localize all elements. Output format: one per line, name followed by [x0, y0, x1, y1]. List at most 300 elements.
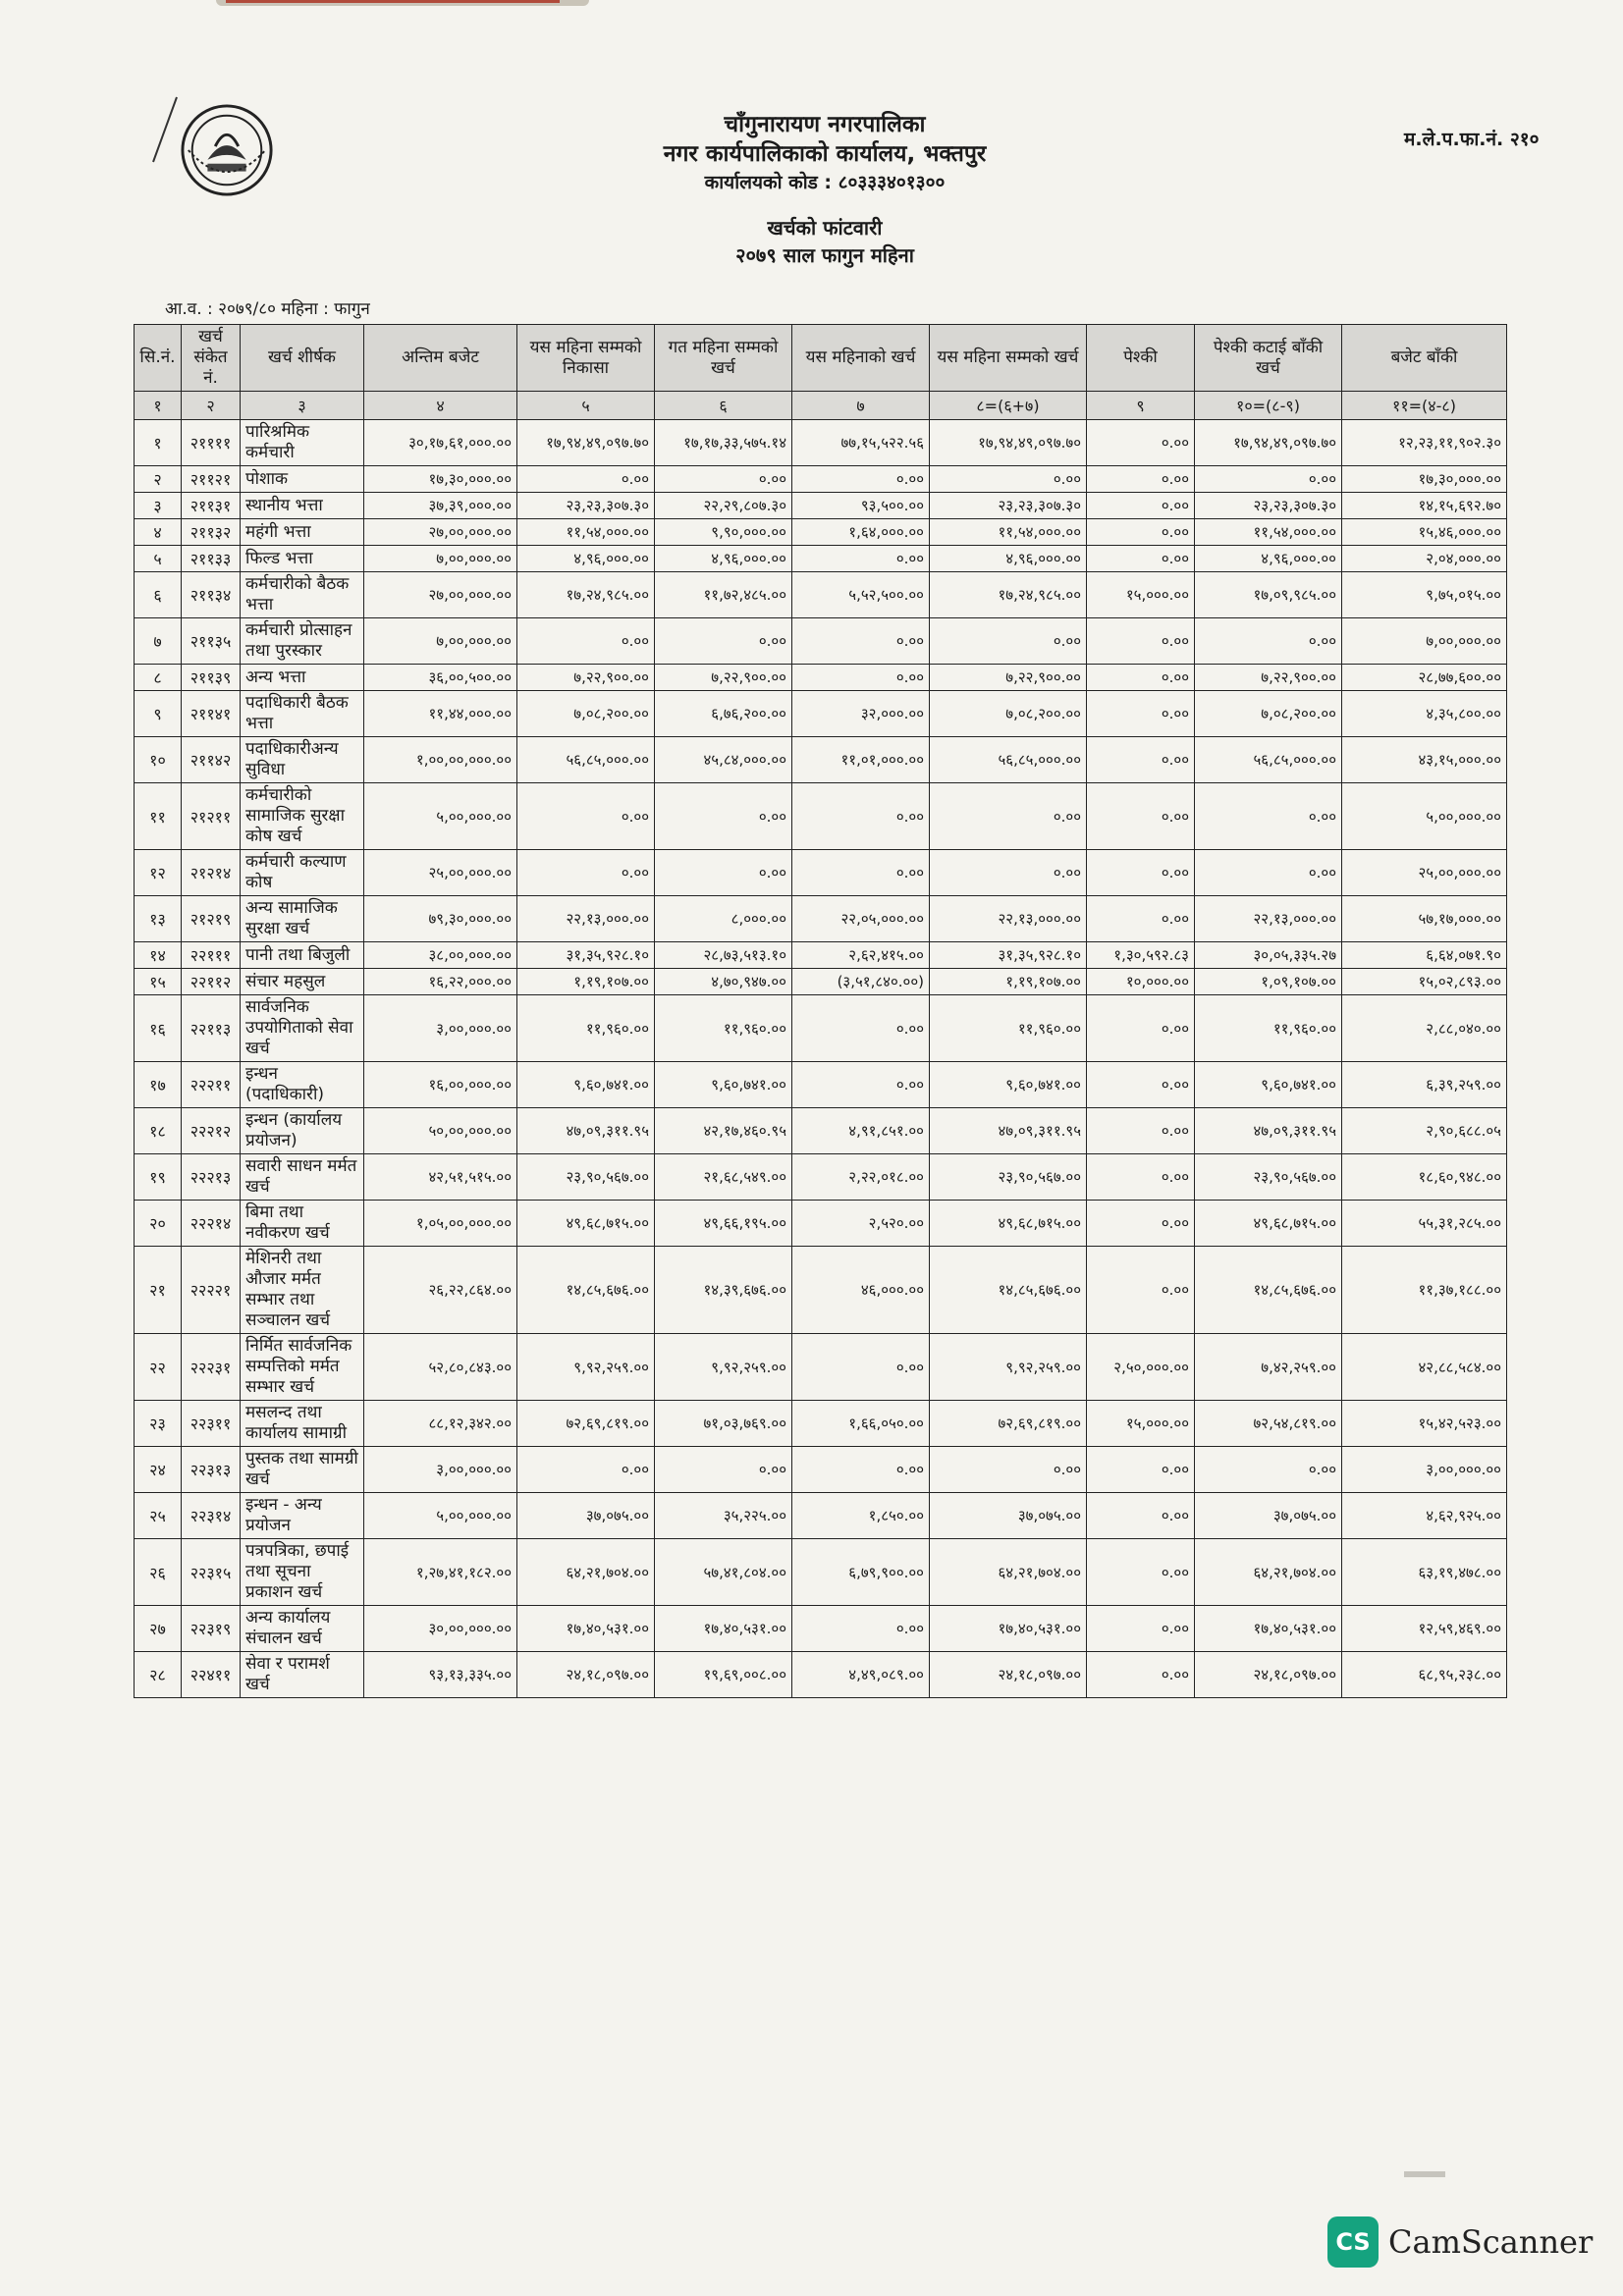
budget-remaining-cell: २,९०,६८८.०५	[1342, 1108, 1507, 1154]
release-to-date-cell: २३,२३,३०७.३०	[517, 493, 655, 519]
expense-title-cell: अन्य सामाजिक सुरक्षा खर्च	[241, 896, 364, 942]
expense-code-cell: २११३१	[182, 493, 241, 519]
expense-title-cell: इन्धन (पदाधिकारी)	[241, 1062, 364, 1108]
expense-this-month-cell: ०.००	[792, 546, 930, 572]
expense-this-month-cell: ४६,०००.००	[792, 1247, 930, 1334]
final-budget-cell: १६,००,०००.००	[364, 1062, 517, 1108]
advance-cell: ०.००	[1087, 420, 1195, 466]
table-header-row	[135, 325, 1507, 392]
serial-number-cell: ९	[135, 691, 182, 737]
serial-number-cell: २१	[135, 1247, 182, 1334]
expense-this-month-cell: १,६६,०५०.००	[792, 1401, 930, 1447]
serial-number-cell: ७	[135, 618, 182, 665]
release-to-date-cell: ९,६०,७४१.००	[517, 1062, 655, 1108]
expense-net-of-advance-cell: ४९,६८,७१५.००	[1195, 1201, 1342, 1247]
table-row	[135, 572, 1507, 618]
release-to-date-cell: ४,९६,०००.००	[517, 546, 655, 572]
serial-number-cell: १४	[135, 942, 182, 969]
budget-remaining-cell: १२,२३,११,९०२.३०	[1342, 420, 1507, 466]
expense-till-last-month-cell: ११,९६०.००	[655, 995, 792, 1062]
office-name: नगर कार्यपालिकाको कार्यालय, भक्तपुर	[663, 141, 987, 167]
advance-cell: ०.००	[1087, 1606, 1195, 1652]
expense-to-date-cell: २३,९०,५६७.००	[930, 1154, 1087, 1201]
advance-cell: ०.००	[1087, 1201, 1195, 1247]
column-number: ४	[364, 392, 517, 420]
final-budget-cell: २७,००,०००.००	[364, 572, 517, 618]
expense-this-month-cell: ३२,०००.००	[792, 691, 930, 737]
budget-remaining-cell: १५,४२,५२३.००	[1342, 1401, 1507, 1447]
release-to-date-cell: १७,२४,९८५.००	[517, 572, 655, 618]
expense-title-cell: इन्धन - अन्य प्रयोजन	[241, 1493, 364, 1539]
serial-number-cell: २२	[135, 1334, 182, 1401]
final-budget-cell: २५,००,०००.००	[364, 850, 517, 896]
expense-net-of-advance-cell: १,०९,१०७.००	[1195, 969, 1342, 995]
release-to-date-cell: १७,९४,४९,०९७.७०	[517, 420, 655, 466]
table-row	[135, 420, 1507, 466]
table-row	[135, 493, 1507, 519]
expense-title-cell: सार्वजनिक उपयोगिताको सेवा खर्च	[241, 995, 364, 1062]
camscanner-brand: CamScanner	[1388, 2223, 1594, 2261]
expense-net-of-advance-cell: ९,६०,७४१.००	[1195, 1062, 1342, 1108]
column-number: ५	[517, 392, 655, 420]
budget-remaining-cell: ६८,९५,२३८.००	[1342, 1652, 1507, 1698]
serial-number-cell: ४	[135, 519, 182, 546]
expense-to-date-cell: ३७,०७५.००	[930, 1493, 1087, 1539]
expense-code-cell: २११११	[182, 420, 241, 466]
expense-to-date-cell: ०.००	[930, 850, 1087, 896]
release-to-date-cell: ७,२२,९००.००	[517, 665, 655, 691]
serial-number-cell: १२	[135, 850, 182, 896]
release-to-date-cell: २४,१८,०९७.००	[517, 1652, 655, 1698]
column-header: यस महिना सम्मको निकासा	[517, 325, 655, 392]
expense-net-of-advance-cell: ७,२२,९००.००	[1195, 665, 1342, 691]
expense-to-date-cell: ४,९६,०००.००	[930, 546, 1087, 572]
expense-code-cell: २११२१	[182, 466, 241, 493]
expense-title-cell: पारिश्रमिक कर्मचारी	[241, 420, 364, 466]
serial-number-cell: १३	[135, 896, 182, 942]
advance-cell: ०.००	[1087, 850, 1195, 896]
expense-to-date-cell: २४,१८,०९७.००	[930, 1652, 1087, 1698]
final-budget-cell: ३६,००,५००.००	[364, 665, 517, 691]
advance-cell: ०.००	[1087, 1154, 1195, 1201]
expense-to-date-cell: ७,०८,२००.००	[930, 691, 1087, 737]
table-row	[135, 1606, 1507, 1652]
table-row	[135, 1539, 1507, 1606]
expense-title-cell: अन्य भत्ता	[241, 665, 364, 691]
budget-remaining-cell: ४,६२,९२५.००	[1342, 1493, 1507, 1539]
table-row	[135, 466, 1507, 493]
serial-number-cell: १६	[135, 995, 182, 1062]
table-row	[135, 1108, 1507, 1154]
budget-remaining-cell: ६,३९,२५९.००	[1342, 1062, 1507, 1108]
release-to-date-cell: ११,५४,०००.००	[517, 519, 655, 546]
release-to-date-cell: ०.००	[517, 1447, 655, 1493]
expense-to-date-cell: ४९,६८,७१५.००	[930, 1201, 1087, 1247]
scan-artifact	[1404, 2171, 1445, 2177]
expense-net-of-advance-cell: ०.००	[1195, 618, 1342, 665]
expense-title-cell: पदाधिकारी बैठक भत्ता	[241, 691, 364, 737]
expense-to-date-cell: १७,४०,५३१.००	[930, 1606, 1087, 1652]
expense-till-last-month-cell: ४२,१७,४६०.९५	[655, 1108, 792, 1154]
table-row	[135, 1154, 1507, 1201]
advance-cell: ०.००	[1087, 1493, 1195, 1539]
serial-number-cell: २३	[135, 1401, 182, 1447]
expense-this-month-cell: (३,५१,८४०.००)	[792, 969, 930, 995]
expense-this-month-cell: ४,९१,८५१.००	[792, 1108, 930, 1154]
release-to-date-cell: १,१९,१०७.००	[517, 969, 655, 995]
expense-code-cell: २२२१४	[182, 1201, 241, 1247]
expense-title-cell: सवारी साधन मर्मत खर्च	[241, 1154, 364, 1201]
expense-code-cell: २११३५	[182, 618, 241, 665]
expense-till-last-month-cell: २२,२९,८०७.३०	[655, 493, 792, 519]
expense-this-month-cell: ०.००	[792, 1062, 930, 1108]
serial-number-cell: १९	[135, 1154, 182, 1201]
expense-net-of-advance-cell: २३,९०,५६७.००	[1195, 1154, 1342, 1201]
final-budget-cell: ४२,५१,५१५.००	[364, 1154, 517, 1201]
expense-title-cell: स्थानीय भत्ता	[241, 493, 364, 519]
expense-till-last-month-cell: ४५,८४,०००.००	[655, 737, 792, 783]
serial-number-cell: २४	[135, 1447, 182, 1493]
expense-title-cell: पत्रपत्रिका, छपाई तथा सूचना प्रकाशन खर्च	[241, 1539, 364, 1606]
expense-till-last-month-cell: ९,९०,०००.००	[655, 519, 792, 546]
column-header: पेश्की	[1087, 325, 1195, 392]
column-header: अन्तिम बजेट	[364, 325, 517, 392]
table-row	[135, 783, 1507, 850]
table-row	[135, 942, 1507, 969]
report-title-block	[589, 214, 1060, 269]
table-row	[135, 896, 1507, 942]
column-number: ७	[792, 392, 930, 420]
expense-net-of-advance-cell: ७,४२,२५९.००	[1195, 1334, 1342, 1401]
expense-to-date-cell: ४७,०९,३११.९५	[930, 1108, 1087, 1154]
expense-to-date-cell: १७,२४,९८५.००	[930, 572, 1087, 618]
advance-cell: ०.००	[1087, 1652, 1195, 1698]
expense-net-of-advance-cell: ४७,०९,३११.९५	[1195, 1108, 1342, 1154]
expense-to-date-cell: ९,६०,७४१.००	[930, 1062, 1087, 1108]
advance-cell: ०.००	[1087, 618, 1195, 665]
final-budget-cell: ३०,१७,६१,०००.००	[364, 420, 517, 466]
expense-this-month-cell: ०.००	[792, 1334, 930, 1401]
scan-edge-red	[226, 0, 560, 3]
table-row	[135, 1401, 1507, 1447]
expense-till-last-month-cell: ४९,६६,१९५.००	[655, 1201, 792, 1247]
release-to-date-cell: ४९,६८,७१५.००	[517, 1201, 655, 1247]
expense-till-last-month-cell: ५७,४१,८०४.००	[655, 1539, 792, 1606]
expense-net-of-advance-cell: ०.००	[1195, 466, 1342, 493]
expense-code-cell: २२३१९	[182, 1606, 241, 1652]
final-budget-cell: ३०,००,०००.००	[364, 1606, 517, 1652]
column-header: खर्च शीर्षक	[241, 325, 364, 392]
final-budget-cell: ८८,१२,३४२.००	[364, 1401, 517, 1447]
column-number: १०=(८-९)	[1195, 392, 1342, 420]
expense-till-last-month-cell: ७,२२,९००.००	[655, 665, 792, 691]
expense-title-cell: अन्य कार्यालय संचालन खर्च	[241, 1606, 364, 1652]
expense-till-last-month-cell: ०.००	[655, 1447, 792, 1493]
expense-till-last-month-cell: ०.००	[655, 783, 792, 850]
expense-net-of-advance-cell: ०.००	[1195, 783, 1342, 850]
expense-to-date-cell: ११,५४,०००.००	[930, 519, 1087, 546]
release-to-date-cell: २२,१३,०००.००	[517, 896, 655, 942]
form-number: म.ले.प.फा.नं. २१०	[1404, 129, 1540, 150]
municipality-name: चाँगुनारायण नगरपालिका	[724, 112, 926, 137]
expense-to-date-cell: १,१९,१०७.००	[930, 969, 1087, 995]
table-row	[135, 618, 1507, 665]
expense-net-of-advance-cell: २३,२३,३०७.३०	[1195, 493, 1342, 519]
advance-cell: ०.००	[1087, 737, 1195, 783]
expense-till-last-month-cell: ३५,२२५.००	[655, 1493, 792, 1539]
advance-cell: २,५०,०००.००	[1087, 1334, 1195, 1401]
table-row	[135, 1062, 1507, 1108]
advance-cell: ०.००	[1087, 691, 1195, 737]
expense-to-date-cell: ०.००	[930, 466, 1087, 493]
serial-number-cell: १०	[135, 737, 182, 783]
serial-number-cell: १५	[135, 969, 182, 995]
advance-cell: ०.००	[1087, 466, 1195, 493]
expense-this-month-cell: १,६४,०००.००	[792, 519, 930, 546]
budget-remaining-cell: ६३,१९,४७८.००	[1342, 1539, 1507, 1606]
expense-code-cell: २२२१२	[182, 1108, 241, 1154]
final-budget-cell: १,२७,४१,१८२.००	[364, 1539, 517, 1606]
expense-this-month-cell: ६,७९,९००.००	[792, 1539, 930, 1606]
serial-number-cell: २८	[135, 1652, 182, 1698]
expense-code-cell: २२२३१	[182, 1334, 241, 1401]
table-row	[135, 1652, 1507, 1698]
advance-cell: १५,०००.००	[1087, 572, 1195, 618]
expense-title-cell: पानी तथा बिजुली	[241, 942, 364, 969]
expense-this-month-cell: ०.००	[792, 618, 930, 665]
expense-code-cell: २२१११	[182, 942, 241, 969]
advance-cell: ०.००	[1087, 783, 1195, 850]
expense-code-cell: २११३३	[182, 546, 241, 572]
expense-code-cell: २२४११	[182, 1652, 241, 1698]
budget-remaining-cell: १४,१५,६९२.७०	[1342, 493, 1507, 519]
column-header: बजेट बाँकी	[1342, 325, 1507, 392]
release-to-date-cell: १४,८५,६७६.००	[517, 1247, 655, 1334]
expense-title-cell: मसलन्द तथा कार्यालय सामाग्री	[241, 1401, 364, 1447]
budget-remaining-cell: ७,००,०००.००	[1342, 618, 1507, 665]
expense-this-month-cell: ४,४९,०८९.००	[792, 1652, 930, 1698]
budget-remaining-cell: १५,०२,८९३.००	[1342, 969, 1507, 995]
serial-number-cell: ५	[135, 546, 182, 572]
column-header: यस महिना सम्मको खर्च	[930, 325, 1087, 392]
advance-cell: ०.००	[1087, 1062, 1195, 1108]
expense-till-last-month-cell: १४,३९,६७६.००	[655, 1247, 792, 1334]
budget-remaining-cell: ६,६४,०७१.९०	[1342, 942, 1507, 969]
release-to-date-cell: ७,०८,२००.००	[517, 691, 655, 737]
release-to-date-cell: ३१,३५,९२८.१०	[517, 942, 655, 969]
report-title: खर्चको फांटवारी	[767, 216, 883, 240]
table-row	[135, 1493, 1507, 1539]
advance-cell: ०.००	[1087, 665, 1195, 691]
expense-net-of-advance-cell: ३०,०५,३३५.२७	[1195, 942, 1342, 969]
expense-to-date-cell: ९,९२,२५९.००	[930, 1334, 1087, 1401]
expense-net-of-advance-cell: १७,०९,९८५.००	[1195, 572, 1342, 618]
final-budget-cell: ३,००,०००.००	[364, 1447, 517, 1493]
expense-net-of-advance-cell: ४,९६,०००.००	[1195, 546, 1342, 572]
expense-this-month-cell: २,६२,४१५.००	[792, 942, 930, 969]
final-budget-cell: ५,००,०००.००	[364, 783, 517, 850]
expense-net-of-advance-cell: ६४,२१,७०४.००	[1195, 1539, 1342, 1606]
serial-number-cell: ६	[135, 572, 182, 618]
expense-to-date-cell: ०.००	[930, 618, 1087, 665]
expense-net-of-advance-cell: २४,१८,०९७.००	[1195, 1652, 1342, 1698]
column-number: ९	[1087, 392, 1195, 420]
serial-number-cell: २	[135, 466, 182, 493]
expense-this-month-cell: ७७,१५,५२२.५६	[792, 420, 930, 466]
final-budget-cell: ३,००,०००.००	[364, 995, 517, 1062]
final-budget-cell: ७,००,०००.००	[364, 546, 517, 572]
expense-title-cell: कर्मचारीको सामाजिक सुरक्षा कोष खर्च	[241, 783, 364, 850]
expense-net-of-advance-cell: ०.००	[1195, 1447, 1342, 1493]
expense-to-date-cell: ०.००	[930, 1447, 1087, 1493]
final-budget-cell: ५२,८०,८४३.००	[364, 1334, 517, 1401]
advance-cell: १०,०००.००	[1087, 969, 1195, 995]
expense-to-date-cell: ११,९६०.००	[930, 995, 1087, 1062]
expense-code-cell: २२३१५	[182, 1539, 241, 1606]
budget-remaining-cell: १८,६०,९४८.००	[1342, 1154, 1507, 1201]
expense-to-date-cell: ७,२२,९००.००	[930, 665, 1087, 691]
release-to-date-cell: २३,९०,५६७.००	[517, 1154, 655, 1201]
expense-code-cell: २११४१	[182, 691, 241, 737]
expense-net-of-advance-cell: ०.००	[1195, 850, 1342, 896]
final-budget-cell: ७९,३०,०००.००	[364, 896, 517, 942]
expense-till-last-month-cell: ७१,०३,७६९.००	[655, 1401, 792, 1447]
expense-till-last-month-cell: २१,६८,५४९.००	[655, 1154, 792, 1201]
budget-remaining-cell: ११,३७,१८८.००	[1342, 1247, 1507, 1334]
expense-title-cell: पोशाक	[241, 466, 364, 493]
budget-remaining-cell: ५,००,०००.००	[1342, 783, 1507, 850]
serial-number-cell: ११	[135, 783, 182, 850]
expense-this-month-cell: ०.००	[792, 995, 930, 1062]
release-to-date-cell: ०.००	[517, 850, 655, 896]
budget-remaining-cell: २५,००,०००.००	[1342, 850, 1507, 896]
release-to-date-cell: ७२,६९,८१९.००	[517, 1401, 655, 1447]
serial-number-cell: १	[135, 420, 182, 466]
expense-to-date-cell: १७,९४,४९,०९७.७०	[930, 420, 1087, 466]
expense-till-last-month-cell: ८,०००.००	[655, 896, 792, 942]
expense-to-date-cell: ७२,६९,८१९.००	[930, 1401, 1087, 1447]
expense-net-of-advance-cell: ११,५४,०००.००	[1195, 519, 1342, 546]
final-budget-cell: ५,००,०००.००	[364, 1493, 517, 1539]
expense-to-date-cell: २३,२३,३०७.३०	[930, 493, 1087, 519]
expense-to-date-cell: ५६,८५,०००.००	[930, 737, 1087, 783]
budget-remaining-cell: ५५,३१,२८५.००	[1342, 1201, 1507, 1247]
expense-net-of-advance-cell: ७,०८,२००.००	[1195, 691, 1342, 737]
expense-till-last-month-cell: १७,१७,३३,५७५.१४	[655, 420, 792, 466]
table-row	[135, 969, 1507, 995]
release-to-date-cell: ०.००	[517, 783, 655, 850]
expense-to-date-cell: २२,१३,०००.००	[930, 896, 1087, 942]
expense-this-month-cell: २,२२,०१८.००	[792, 1154, 930, 1201]
table-row	[135, 665, 1507, 691]
expense-this-month-cell: ०.००	[792, 783, 930, 850]
final-budget-cell: ३७,३९,०००.००	[364, 493, 517, 519]
column-number: ८=(६+७)	[930, 392, 1087, 420]
expense-to-date-cell: ३१,३५,९२८.१०	[930, 942, 1087, 969]
expense-code-cell: २२२११	[182, 1062, 241, 1108]
expense-code-cell: २२३११	[182, 1401, 241, 1447]
fiscal-year-info: आ.व. : २०७९/८० महिना : फागुन	[165, 299, 370, 319]
column-header: पेश्की कटाई बाँकी खर्च	[1195, 325, 1342, 392]
advance-cell: ०.००	[1087, 896, 1195, 942]
budget-remaining-cell: १७,३०,०००.००	[1342, 466, 1507, 493]
expense-this-month-cell: ०.००	[792, 665, 930, 691]
expense-this-month-cell: १,८५०.००	[792, 1493, 930, 1539]
budget-remaining-cell: ४२,८८,५८४.००	[1342, 1334, 1507, 1401]
final-budget-cell: १६,२२,०००.००	[364, 969, 517, 995]
expense-title-cell: पुस्तक तथा सामग्री खर्च	[241, 1447, 364, 1493]
budget-remaining-cell: ५७,१७,०००.००	[1342, 896, 1507, 942]
release-to-date-cell: ४७,०९,३११.९५	[517, 1108, 655, 1154]
table-row	[135, 995, 1507, 1062]
expense-title-cell: फिल्ड भत्ता	[241, 546, 364, 572]
expense-code-cell: २११३२	[182, 519, 241, 546]
budget-remaining-cell: १५,४६,०००.००	[1342, 519, 1507, 546]
expense-till-last-month-cell: ४,९६,०००.००	[655, 546, 792, 572]
release-to-date-cell: ९,९२,२५९.००	[517, 1334, 655, 1401]
expense-title-cell: बिमा तथा नवीकरण खर्च	[241, 1201, 364, 1247]
expense-code-cell: २११४२	[182, 737, 241, 783]
advance-cell: ०.००	[1087, 995, 1195, 1062]
table-row	[135, 1447, 1507, 1493]
column-number: २	[182, 392, 241, 420]
expense-till-last-month-cell: १७,४०,५३१.००	[655, 1606, 792, 1652]
municipality-emblem-icon	[179, 102, 275, 198]
column-number-row	[135, 392, 1507, 420]
column-header: सि.नं.	[135, 325, 182, 392]
expense-till-last-month-cell: ०.००	[655, 618, 792, 665]
expense-till-last-month-cell: ९,६०,७४१.००	[655, 1062, 792, 1108]
serial-number-cell: २७	[135, 1606, 182, 1652]
expense-this-month-cell: ९३,५००.००	[792, 493, 930, 519]
release-to-date-cell: १७,४०,५३१.००	[517, 1606, 655, 1652]
expense-code-cell: २१२१९	[182, 896, 241, 942]
advance-cell: ०.००	[1087, 1247, 1195, 1334]
column-number: १	[135, 392, 182, 420]
release-to-date-cell: ०.००	[517, 618, 655, 665]
table-body	[135, 420, 1507, 1698]
advance-cell: ०.००	[1087, 546, 1195, 572]
expense-code-cell: २२११३	[182, 995, 241, 1062]
column-number: ६	[655, 392, 792, 420]
expense-till-last-month-cell: ११,७२,४८५.००	[655, 572, 792, 618]
report-period: २०७९ साल फागुन महिना	[735, 243, 914, 267]
camscanner-logo-icon: CS	[1327, 2216, 1379, 2268]
serial-number-cell: १८	[135, 1108, 182, 1154]
expense-till-last-month-cell: ९,९२,२५९.००	[655, 1334, 792, 1401]
advance-cell: १५,०००.००	[1087, 1401, 1195, 1447]
budget-remaining-cell: ४,३५,८००.००	[1342, 691, 1507, 737]
expense-title-cell: कर्मचारीको बैठक भत्ता	[241, 572, 364, 618]
expense-this-month-cell: ०.००	[792, 1606, 930, 1652]
table-row	[135, 546, 1507, 572]
expense-code-cell: २१२१४	[182, 850, 241, 896]
budget-remaining-cell: २,८८,०४०.००	[1342, 995, 1507, 1062]
camscanner-watermark	[1327, 2216, 1593, 2268]
table-row	[135, 691, 1507, 737]
table-row	[135, 1247, 1507, 1334]
expense-net-of-advance-cell: ७२,५४,८१९.००	[1195, 1401, 1342, 1447]
final-budget-cell: ९३,१३,३३५.००	[364, 1652, 517, 1698]
serial-number-cell: ३	[135, 493, 182, 519]
expense-title-cell: इन्धन (कार्यालय प्रयोजन)	[241, 1108, 364, 1154]
column-number: ३	[241, 392, 364, 420]
final-budget-cell: ५०,००,०००.००	[364, 1108, 517, 1154]
budget-remaining-cell: २,०४,०००.००	[1342, 546, 1507, 572]
office-header	[589, 110, 1060, 196]
expense-this-month-cell: ११,०१,०००.००	[792, 737, 930, 783]
advance-cell: ०.००	[1087, 493, 1195, 519]
